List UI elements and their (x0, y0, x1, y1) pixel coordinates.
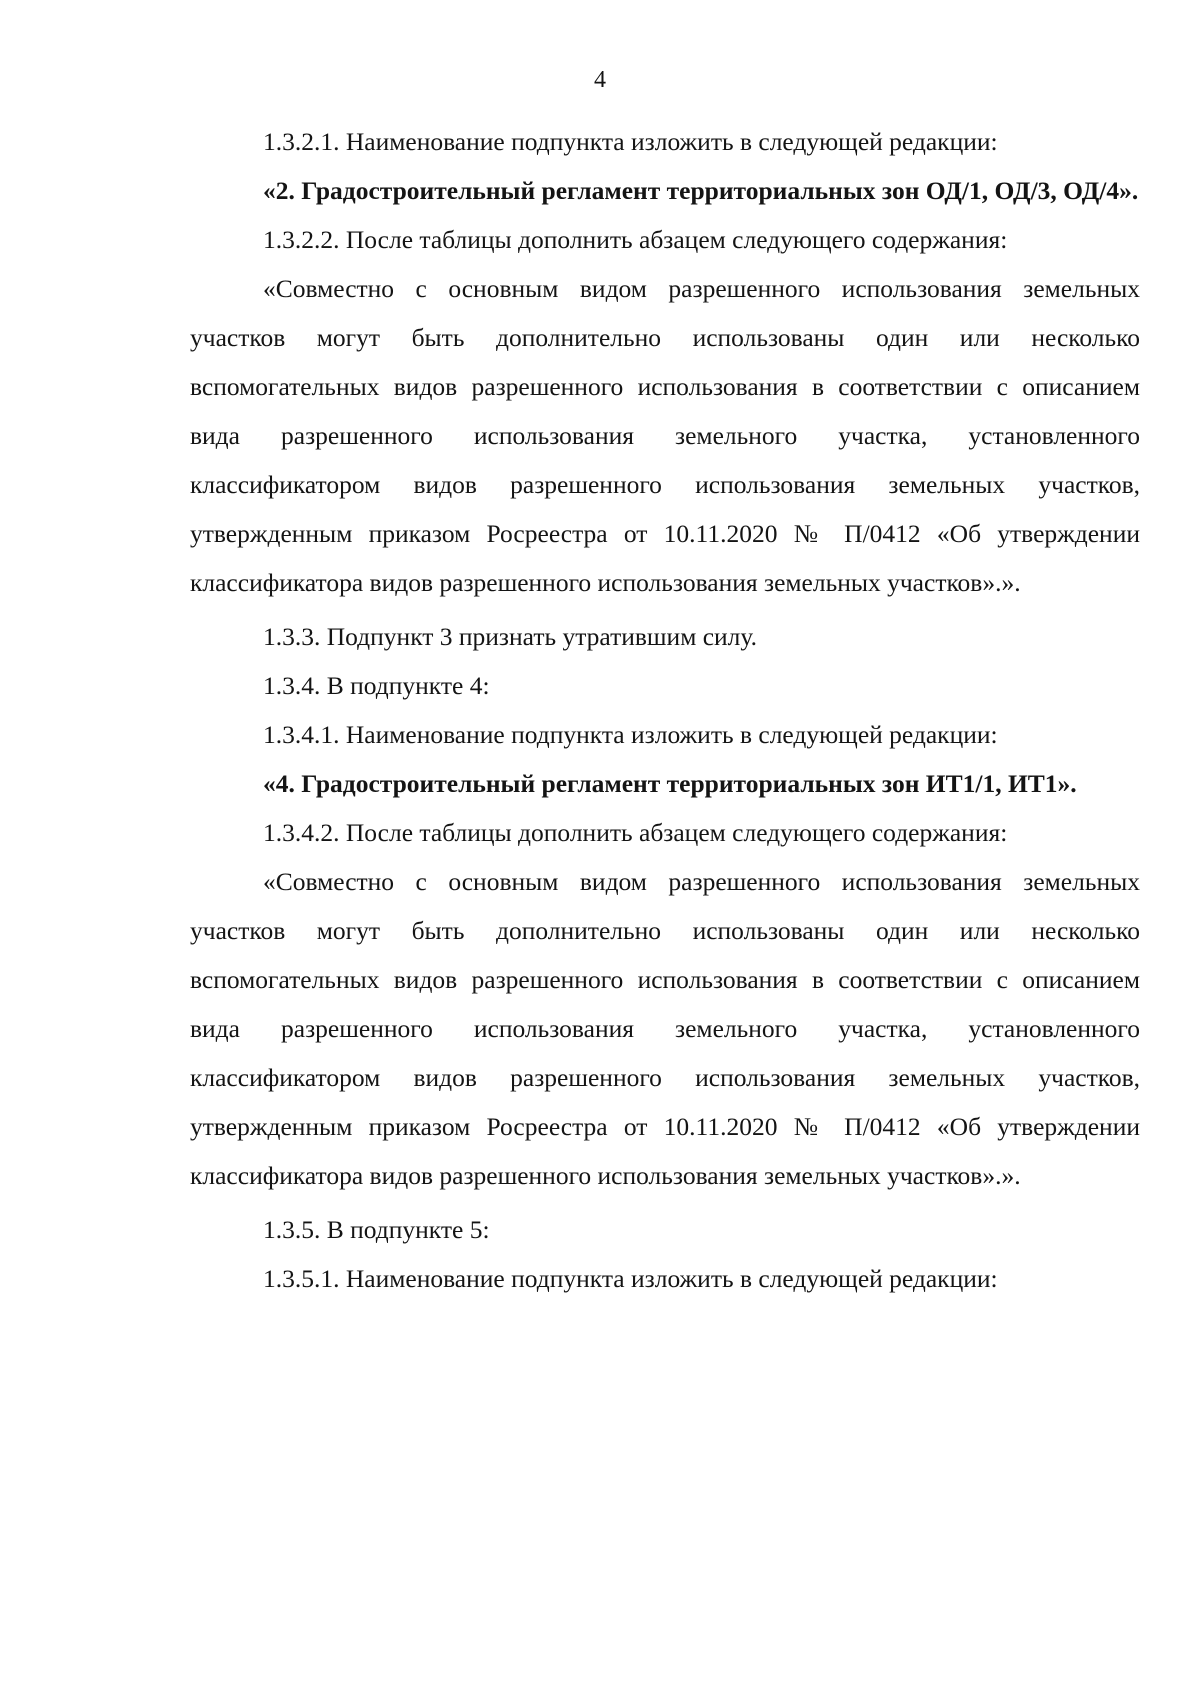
paragraph-1-3-4-1: 1.3.4.1. Наименование подпункта изложить в следующей редакции: (263, 720, 998, 749)
paragraph-1-3-5-1: 1.3.5.1. Наименование подпункта изложить в следующей редакции: (263, 1264, 998, 1293)
paragraph-1-3-4-2: 1.3.4.2. После таблицы дополнить абзацем следующего содержания: (263, 818, 1008, 847)
paragraph-1-3-4: 1.3.4. В подпункте 4: (263, 671, 490, 700)
paragraph-quote-usage-2: «Совместно с основным видом разрешенного использования земельных участков могут быть дополнительно использованы один или несколько вспомогательных видов разрешенного использования в соответствии с описанием вида разрешенного использования земельного участка, установленного классификатором видов разрешенного использования земельных участков, утвержденным приказом Росреестра от 10.11.2020 № П/0412 «Об утверждении классификатора видов разрешенного использования земельных участков».». (190, 867, 1140, 1190)
document-body (190, 117, 1140, 1303)
heading-zones-it: «4. Градостроительный регламент территориальных зон ИТ1/1, ИТ1». (263, 769, 1077, 798)
paragraph-quote-usage-1: «Совместно с основным видом разрешенного использования земельных участков могут быть дополнительно использованы один или несколько вспомогательных видов разрешенного использования в соответствии с описанием вида разрешенного использования земельного участка, установленного классификатором видов разрешенного использования земельных участков, утвержденным приказом Росреестра от 10.11.2020 № П/0412 «Об утверждении классификатора видов разрешенного использования земельных участков».». (190, 274, 1140, 597)
paragraph-1-3-3: 1.3.3. Подпункт 3 признать утратившим силу. (263, 622, 757, 651)
paragraph-1-3-5: 1.3.5. В подпункте 5: (263, 1215, 490, 1244)
heading-zones-od: «2. Градостроительный регламент территориальных зон ОД/1, ОД/3, ОД/4». (263, 176, 1139, 205)
page-number: 4 (594, 67, 606, 93)
paragraph-1-3-2-1: 1.3.2.1. Наименование подпункта изложить в следующей редакции: (263, 127, 998, 156)
paragraph-1-3-2-2: 1.3.2.2. После таблицы дополнить абзацем следующего содержания: (263, 225, 1008, 254)
